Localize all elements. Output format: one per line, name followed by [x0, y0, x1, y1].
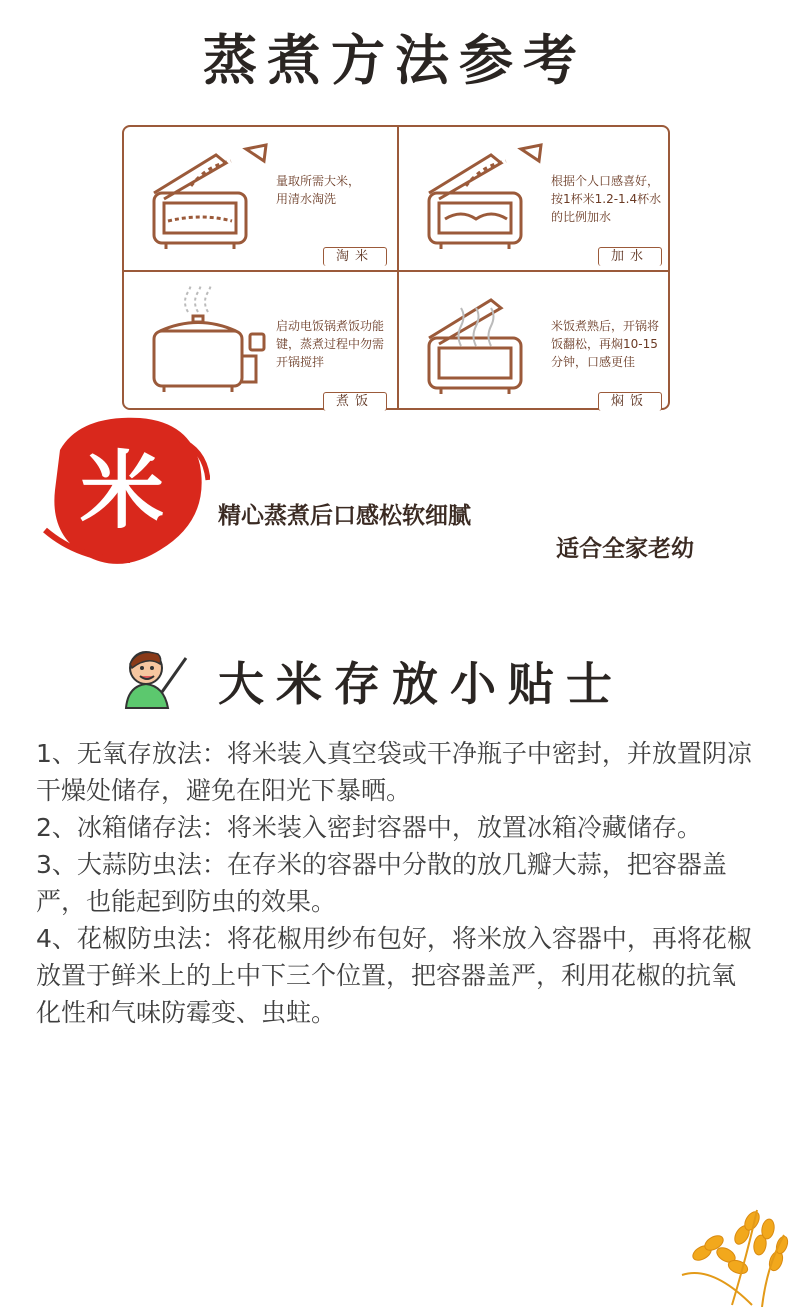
rice-cooker-open-steam-icon	[421, 286, 546, 396]
teacher-icon	[118, 640, 190, 712]
slogan-line-1: 精心蒸煮后口感松软细腻	[218, 502, 471, 529]
slogan-line-2: 适合全家老幼	[556, 535, 694, 562]
wheat-icon	[672, 1205, 790, 1307]
tips-list	[36, 735, 756, 1031]
cooking-steps-panel	[122, 125, 670, 410]
rice-cooker-steaming-icon	[146, 286, 276, 396]
step-tag: 焖饭	[598, 392, 662, 411]
tip-item: 2、冰箱储存法：将米装入密封容器中，放置冰箱冷藏储存。	[36, 813, 702, 842]
page-title: 蒸煮方法参考	[203, 28, 587, 92]
svg-text:米: 米	[79, 441, 165, 540]
rice-cooker-water-icon	[421, 141, 546, 251]
step-tag: 煮饭	[323, 392, 387, 411]
step-tag: 加水	[598, 247, 662, 266]
tip-item: 1、无氧存放法：将米装入真空袋或干净瓶子中密封，并放置阴凉干燥处储存，避免在阳光下暴晒。	[36, 739, 752, 805]
step-wash	[124, 127, 397, 268]
step-add-water	[399, 127, 672, 268]
step-desc: 启动电饭锅煮饭功能键，蒸煮过程中勿需开锅搅拌	[276, 319, 385, 369]
step-cook	[124, 272, 397, 413]
tips-header	[118, 640, 678, 715]
step-desc: 量取所需大米， 用清水淘洗	[276, 174, 361, 206]
tip-item: 3、大蒜防虫法：在存米的容器中分散的放几瓣大蒜，把容器盖严，也能起到防虫的效果。	[36, 850, 727, 916]
step-tag: 淘米	[323, 247, 387, 266]
step-desc: 根据个人口感喜好，按1杯米1.2-1.4杯水的比例加水	[551, 174, 662, 224]
rice-cooker-open-pour-icon	[146, 141, 271, 251]
tip-item: 4、花椒防虫法：将花椒用纱布包好，将米放入容器中，再将花椒放置于鲜米上的上中下三个位置，把容器盖严，利用花椒的抗氧化性和气味防霉变、虫蛀。	[36, 924, 752, 1027]
step-desc: 米饭煮熟后，开锅将饭翻松，再焖10-15分钟，口感更佳	[551, 319, 660, 369]
rice-seal-logo	[40, 410, 210, 570]
step-simmer	[399, 272, 672, 413]
tips-title: 大米存放小贴士	[218, 657, 624, 711]
